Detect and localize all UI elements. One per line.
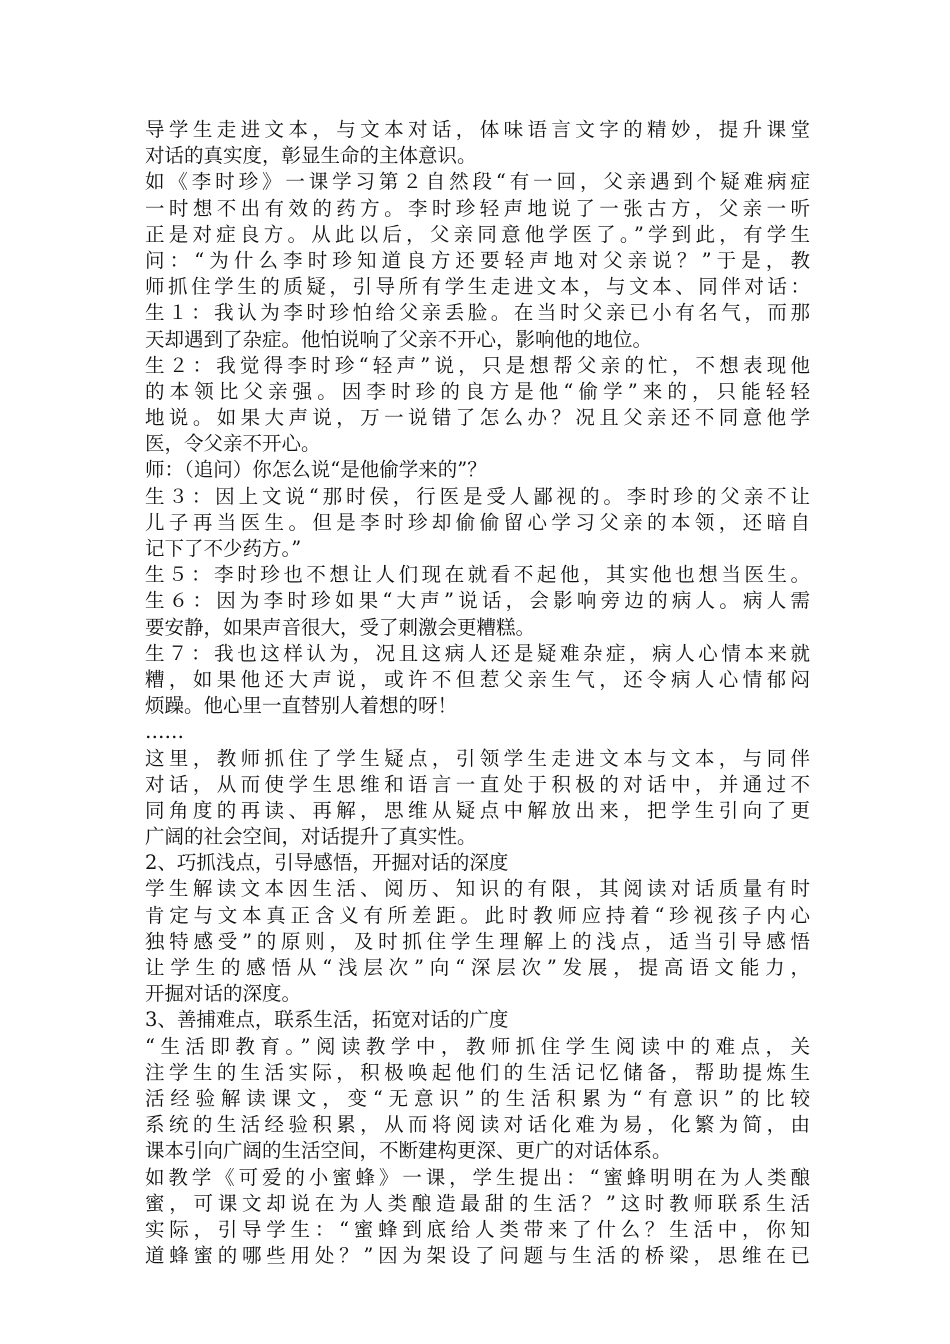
text-line: 独特感受”的原则，及时抓住学生理解上的浅点，适当引导感悟 <box>145 929 810 953</box>
text-line: 正是对症良方。从此以后，父亲同意他学医了。”学到此，有学生 <box>145 222 810 246</box>
text-line: 生３：因上文说“那时侯，行医是受人鄙视的。李时珍的父亲不让 <box>145 484 810 508</box>
text-line: 肯定与文本真正含义有所差距。此时教师应持着“珍视孩子内心 <box>145 903 810 927</box>
text-line: 要安静，如果声音很大，受了刺激会更糟糕。 <box>145 615 536 639</box>
text-line: 烦躁。他心里一直替别人着想的呀！ <box>145 694 458 718</box>
text-line: 系统的生活经验积累，从而将阅读对话化难为易，化繁为简，由 <box>145 1113 810 1137</box>
text-line: 课本引向广阔的生活空间，不断建构更深、更广的对话体系。 <box>145 1139 672 1163</box>
text-line: 生７：我也这样认为，况且这病人还是疑难杂症，病人心情本来就 <box>145 641 810 665</box>
text-line: 师抓住学生的质疑，引导所有学生走进文本，与文本、同伴对话： <box>145 275 810 299</box>
text-line: “生活即教育。”阅读教学中，教师抓住学生阅读中的难点，关 <box>145 1034 810 1058</box>
text-line: 如教学《可爱的小蜜蜂》一课，学生提出：“蜜蜂明明在为人类酿 <box>145 1165 810 1189</box>
text-line: 糟，如果他还大声说，或许不但惹父亲生气，还令病人心情郁闷 <box>145 667 810 691</box>
text-line: 天却遇到了杂症。他怕说响了父亲不开心，影响他的地位。 <box>145 327 653 351</box>
text-line: 蜜，可课文却说在为人类酿造最甜的生活？”这时教师联系生活 <box>145 1191 810 1215</box>
text-line: 一时想不出有效的药方。李时珍轻声地说了一张古方，父亲一听 <box>145 196 810 220</box>
text-line: 道蜂蜜的哪些用处？”因为架设了问题与生活的桥梁，思维在已 <box>145 1244 810 1268</box>
text-line: 开掘对话的深度。 <box>145 982 302 1006</box>
text-line: 让学生的感悟从“浅层次”向“深层次”发展，提高语文能力， <box>145 956 810 979</box>
text-line: 2、巧抓浅点，引导感悟，开掘对话的深度 <box>145 851 509 875</box>
text-line: 问：“为什么李时珍知道良方还要轻声地对父亲说？”于是，教 <box>145 248 810 272</box>
text-line: 广阔的社会空间，对话提升了真实性。 <box>145 825 477 849</box>
text-line: …… <box>145 720 184 744</box>
text-line: 如《李时珍》一课学习第２自然段“有一回，父亲遇到个疑难病症 <box>145 170 810 194</box>
text-line: 导学生走进文本，与文本对话，体味语言文字的精妙，提升课堂 <box>145 118 810 141</box>
text-line: 儿子再当医生。但是李时珍却偷偷留心学习父亲的本领，还暗自 <box>145 510 810 534</box>
text-line: 医，令父亲不开心。 <box>145 432 321 456</box>
text-line: 实际，引导学生：“蜜蜂到底给人类带来了什么？生活中，你知 <box>145 1217 810 1241</box>
document-body <box>145 117 810 1269</box>
text-line: 生６：因为李时珍如果“大声”说话，会影响旁边的病人。病人需 <box>145 589 810 613</box>
text-line: 的本领比父亲强。因李时珍的良方是他“偷学”来的，只能轻轻 <box>145 379 810 403</box>
text-line: 师：（追问）你怎么说“是他偷学来的”？ <box>145 458 487 482</box>
text-line: 地说。如果大声说，万一说错了怎么办？况且父亲还不同意他学 <box>145 406 810 430</box>
text-line: 同角度的再读、再解，思维从疑点中解放出来，把学生引向了更 <box>145 798 810 822</box>
text-line: 生５：李时珍也不想让人们现在就看不起他，其实他也想当医生。 <box>145 563 810 587</box>
text-line: 对话的真实度，彰显生命的主体意识。 <box>145 144 477 168</box>
text-line: 生１：我认为李时珍怕给父亲丢脸。在当时父亲已小有名气，而那 <box>145 301 810 325</box>
text-line: 这里，教师抓住了学生疑点，引领学生走进文本与文本，与同伴 <box>145 746 810 770</box>
text-line: 活经验解读课文，变“无意识”的生活积累为“有意识”的比较 <box>145 1086 810 1110</box>
text-line: 对话，从而使学生思维和语言一直处于积极的对话中，并通过不 <box>145 772 810 796</box>
text-line: 学生解读文本因生活、阅历、知识的有限，其阅读对话质量有时 <box>145 877 810 901</box>
text-line: 3、善捕难点，联系生活，拓宽对话的广度 <box>145 1008 509 1032</box>
text-line: 注学生的生活实际，积极唤起他们的生活记忆储备，帮助提炼生 <box>145 1060 810 1084</box>
text-line: 记下了不少药方。” <box>145 537 302 560</box>
text-line: 生２：我觉得李时珍“轻声”说，只是想帮父亲的忙，不想表现他 <box>145 353 810 377</box>
